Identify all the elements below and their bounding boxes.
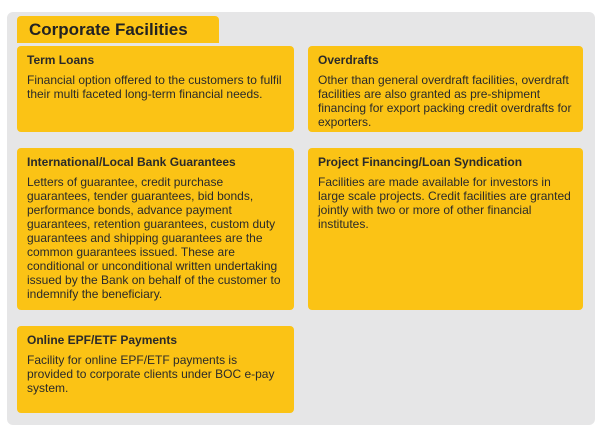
card-term-loans: [17, 46, 294, 132]
card-project-financing: [308, 148, 583, 310]
card-description: Other than general overdraft facilities, overdraft facilities are also granted as pre-shipment financing for export packing credit overdrafts for exporters.: [318, 73, 572, 129]
card-description: Facility for online EPF/ETF payments is provided to corporate clients under BOC e-pay system.: [27, 353, 275, 395]
card-title: Term Loans: [27, 53, 95, 67]
card-title: Online EPF/ETF Payments: [27, 333, 178, 347]
card-description: Financial option offered to the customers to fulfil their multi faceted long-term financial needs.: [27, 73, 282, 101]
card-description: Letters of guarantee, credit purchase guarantees, tender guarantees, bid bonds, performance bonds, advance payment guarantees, retention guarantees, custom duty guarantees and shipping guarantees are the common guarantees issued. These are conditional or unconditional written undertaking issued by the Bank on behalf of the customer to indemnify the beneficiary.: [27, 175, 281, 301]
card-overdrafts: [308, 46, 583, 132]
card-description: Facilities are made available for investors in large scale projects. Credit facilities are granted jointly with two or more of other financial institutes.: [318, 175, 571, 231]
card-title: Project Financing/Loan Syndication: [318, 155, 523, 169]
card-title: International/Local Bank Guarantees: [27, 155, 236, 169]
page-title: Corporate Facilities: [29, 20, 188, 39]
card-bank-guarantees: [17, 148, 294, 310]
card-title: Overdrafts: [318, 53, 379, 67]
card-online-epf-etf: [17, 326, 294, 413]
